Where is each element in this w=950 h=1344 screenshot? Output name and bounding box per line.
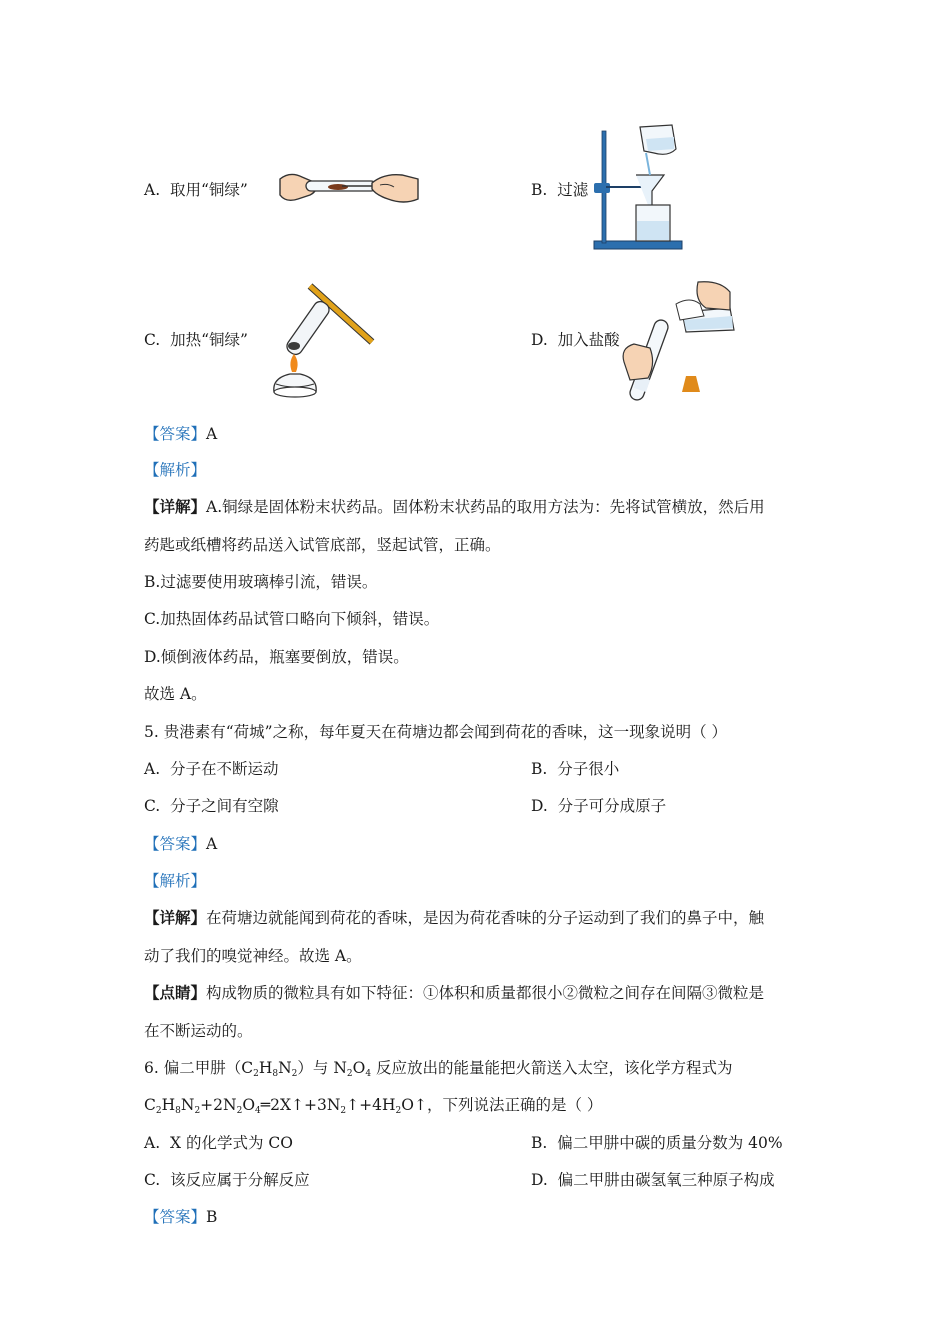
q6-option-a: A. X 的化学式为 CO <box>144 1134 293 1152</box>
q5-option-c: C. 分子之间有空隙 <box>144 797 279 815</box>
q4-detail-c: C.加热固体药品试管口略向下倾斜，错误。 <box>144 610 440 628</box>
q4-answer: 【答案】A <box>144 425 218 443</box>
q5-answer: 【答案】A <box>144 835 218 853</box>
test-tube-powder-icon <box>276 165 424 211</box>
pouring-liquid-icon <box>620 280 752 406</box>
q4-option-b: B. 过滤 <box>531 181 589 199</box>
q6-answer: 【答案】B <box>144 1208 218 1226</box>
q6-option-c: C. 该反应属于分解反应 <box>144 1171 310 1189</box>
q5-stem: 5. 贵港素有“荷城”之称，每年夏天在荷塘边都会闻到荷花的香味，这一现象说明（ ） <box>144 723 727 741</box>
q4-conclusion: 故选 A。 <box>144 685 207 703</box>
filtration-setup-icon <box>590 123 702 253</box>
q4-detail-b: B.过滤要使用玻璃棒引流，错误。 <box>144 573 378 591</box>
q4-option-d: D. 加入盐酸 <box>531 331 620 349</box>
heating-test-tube-icon <box>266 280 378 402</box>
formula-c2h8n2: $C_2H_8N_2$ <box>241 1059 298 1079</box>
q5-option-d: D. 分子可分成原子 <box>531 797 667 815</box>
q4-option-a: A. 取用“铜绿” <box>144 181 248 199</box>
q5-option-b: B. 分子很小 <box>531 760 620 778</box>
chemical-equation: $C_2H_8N_2+2N_2O_4═2X↑+3N_2↑+4H_2O↑$ <box>144 1096 427 1116</box>
q5-detail-line2: 动了我们的嗅觉神经。故选 A。 <box>144 947 362 965</box>
q6-equation: $C_2H_8N_2+2N_2O_4═2X↑+3N_2↑+4H_2O↑$，下列说法正确的是（ ） <box>144 1096 603 1116</box>
q4-option-c: C. 加热“铜绿” <box>144 331 248 349</box>
q4-analysis-label: 【解析】 <box>144 461 207 479</box>
q4-detail-line1: 【详解】A.铜绿是固体粉末状药品。固体粉末状药品的取用方法为：先将试管横放，然后用 <box>144 497 765 516</box>
q5-point-line1: 【点睛】构成物质的微粒具有如下特征：①体积和质量都很小②微粒之间存在间隔③微粒是 <box>144 983 765 1002</box>
formula-n2o4: $N_2O_4$ <box>333 1059 372 1079</box>
q4-detail-line2: 药匙或纸槽将药品送入试管底部，竖起试管，正确。 <box>144 536 501 554</box>
q5-point-line2: 在不断运动的。 <box>144 1022 253 1040</box>
q5-analysis-label: 【解析】 <box>144 872 207 890</box>
q6-option-d: D. 偏二甲肼由碳氢氧三种原子构成 <box>531 1171 775 1189</box>
q5-detail-line1: 【详解】在荷塘边就能闻到荷花的香味，是因为荷花香味的分子运动到了我们的鼻子中，触 <box>144 908 765 927</box>
q4-detail-d: D.倾倒液体药品，瓶塞要倒放，错误。 <box>144 648 409 666</box>
q5-option-a: A. 分子在不断运动 <box>144 760 279 778</box>
q6-option-b: B. 偏二甲肼中碳的质量分数为 40% <box>531 1134 783 1152</box>
q6-stem: 6. 偏二甲肼$(C_2H_8N_2)$与 $N_2O_4$ 反应放出的能量能把火箭送入太空，该化学方程式为 <box>144 1059 733 1079</box>
